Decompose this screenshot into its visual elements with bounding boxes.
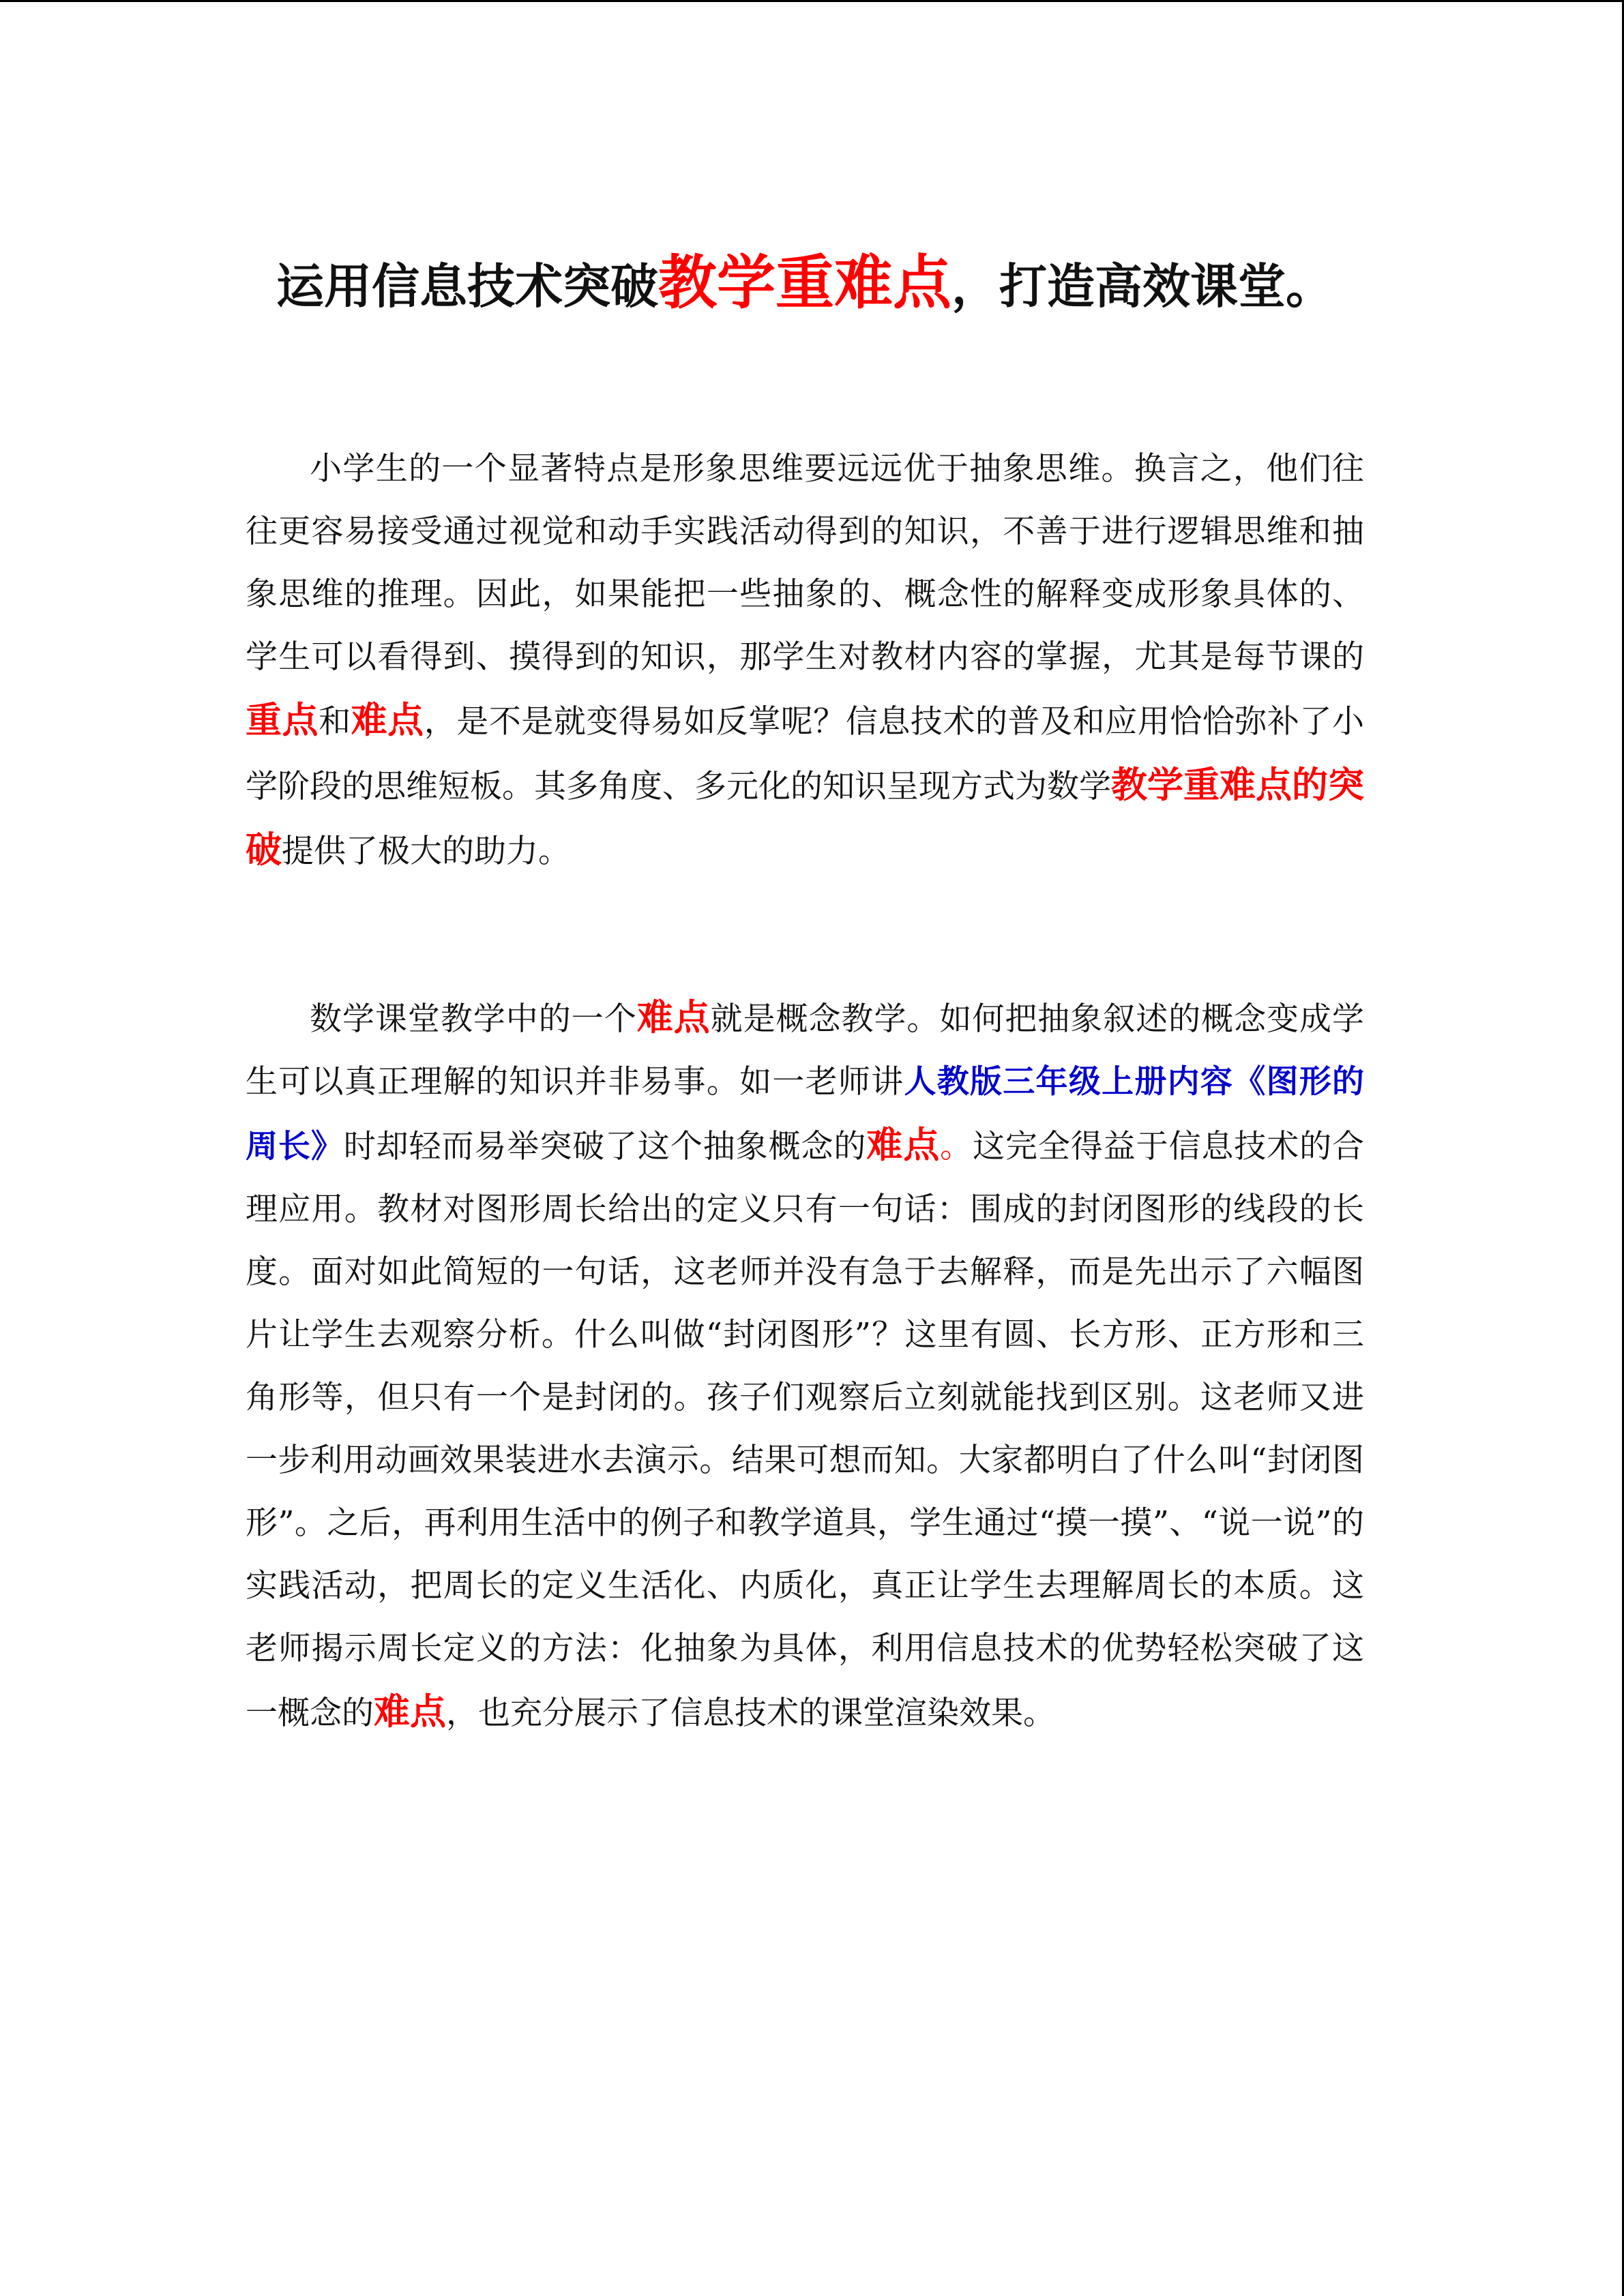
- title-highlight: 教学重难点: [658, 248, 951, 317]
- highlight-key-point: 重点: [246, 699, 319, 741]
- paragraph-2-text-5: ，也充分展示了信息技术的课堂渲染效果。: [446, 1695, 1055, 1732]
- highlight-difficult-point-3: 难点: [374, 1690, 446, 1733]
- paragraph-2-text-4: 这完全得益于信息技术的合理应用。教材对图形周长给出的定义只有一句话：围成的封闭图形的线段的长度。面对如此简短的一句话，这老师并没有急于去解释，而是先出示了六幅图片让学生去观察分析。什么叫做“封闭图形”？这里有圆、长方形、正方形和三角形等，但只有一个是封闭的。孩子们观察后立刻就能找到区别。这老师又进一步利用动画效果装进水去演示。结果可想而知。大家都明白了什么叫“封闭图形”。之后，再利用生活中的例子和教学道具，学生通过“摸一摸”、“说一说”的实践活动，把周长的定义生活化、内质化，真正让学生去理解周长的本质。这老师揭示周长定义的方法：化抽象为具体，利用信息技术的优势轻松突破了这一概念的: [246, 1128, 1365, 1732]
- document-title: [246, 232, 1364, 338]
- title-part-2: ，打造高效课堂。: [951, 258, 1333, 314]
- highlight-breakthrough: 教学重难点的突破: [246, 764, 1364, 871]
- paragraph-1-text-3: ，是不是就变得易如反掌呢？信息技术的普及和应用恰恰弥补了小学阶段的思维短板。其多角度、多元化的知识呈现方式为数学: [246, 703, 1365, 805]
- highlight-difficult-point: 难点: [351, 699, 424, 741]
- paragraph-1-text-4: 提供了极大的助力。: [282, 833, 570, 870]
- paragraph-2-text-3: 时却轻而易举突破了这个抽象概念的: [343, 1128, 867, 1165]
- paragraph-2: [246, 986, 1364, 1745]
- paragraph-1-text-2: 和: [319, 703, 351, 741]
- highlight-difficult-point-2-punct: 。: [940, 1128, 973, 1165]
- highlight-difficult-point-1: 难点: [636, 996, 711, 1039]
- textbook-reference: 人教版三年级上册内容《图形的周长》: [246, 1063, 1365, 1165]
- paragraph-2-text-1: 数学课堂教学中的一个: [310, 1000, 637, 1038]
- paragraph-1-text-1: 小学生的一个显著特点是形象思维要远远优于抽象思维。换言之，他们往往更容易接受通过视觉和动手实践活动得到的知识，不善于进行逻辑思维和抽象思维的推理。因此，如果能把一些抽象的、概念性的解释变成形象具体的、学生可以看得到、摸得到的知识，那学生对教材内容的掌握，尤其是每节课的: [246, 450, 1364, 676]
- title-part-1: 运用信息技术突破: [276, 258, 658, 314]
- paragraph-1: [246, 438, 1364, 883]
- paragraph-2-text-2: 就是概念教学。如何把抽象叙述的概念变成学生可以真正理解的知识并非易事。如一老师讲: [246, 1000, 1365, 1101]
- highlight-difficult-point-2: 难点: [866, 1124, 941, 1166]
